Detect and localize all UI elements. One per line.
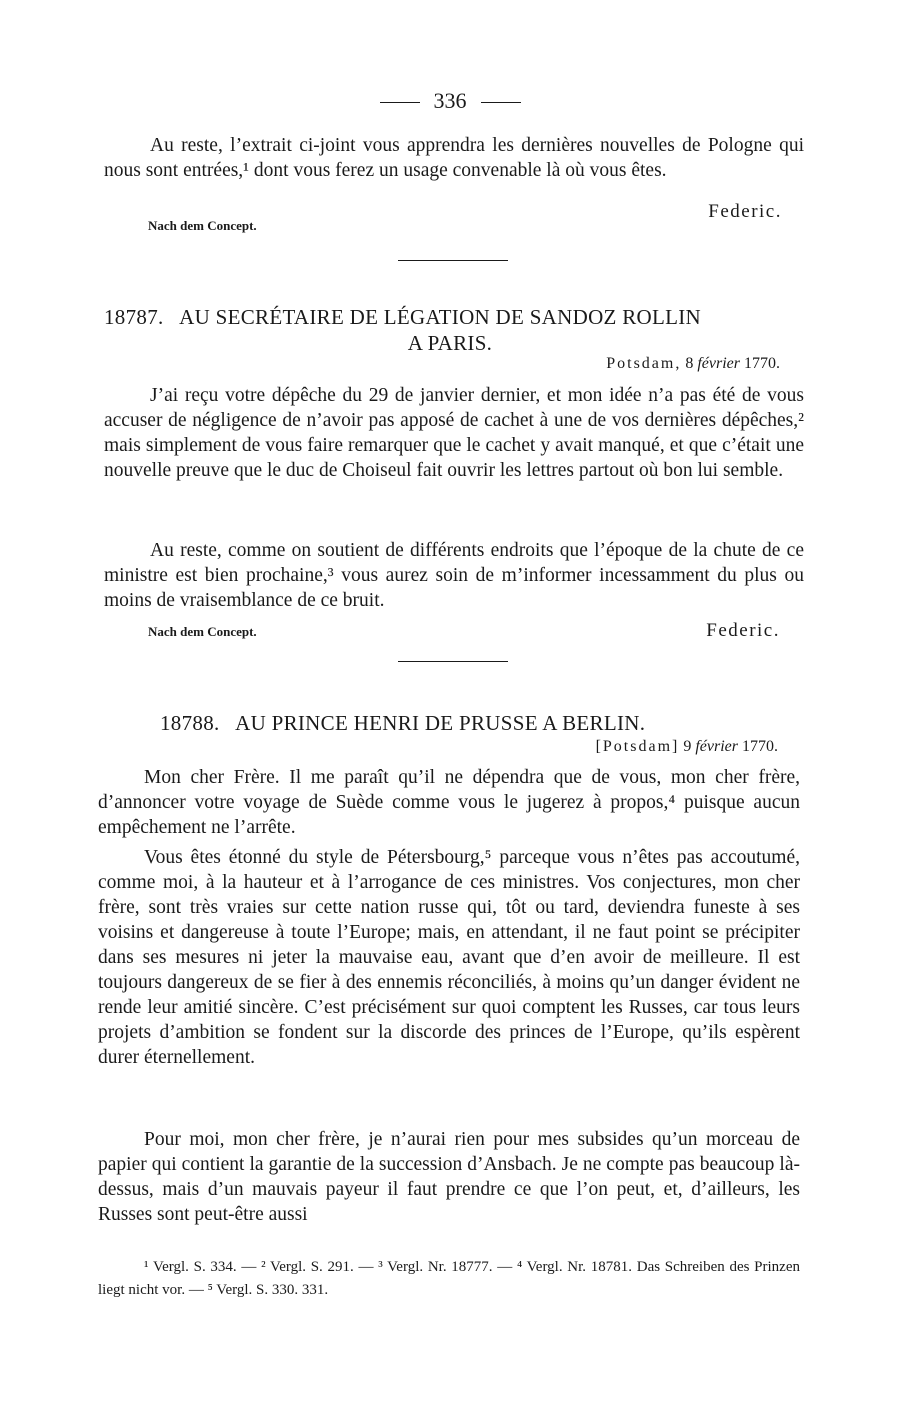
date-year: 1770. [742, 738, 778, 755]
letter-paragraph: Mon cher Frère. Il me paraît qu’il ne dépendra que de vous, mon cher frère, d’annoncer votre voyage de Suède comme vous le jugerez à propos,⁴ puisque aucun empêchement ne l’arrête. [98, 767, 800, 838]
letter-recipient: AU SECRÉTAIRE DE LÉGATION DE SANDOZ ROLLIN [179, 305, 701, 329]
page-number [0, 88, 900, 114]
letter-dateline-18788 [596, 738, 778, 756]
letter-heading-18787 [104, 304, 804, 330]
date-place: [Potsdam] [595, 738, 680, 755]
letter-paragraph: Vous êtes étonné du style de Pétersbourg,⁵ parceque vous n’êtes pas accoutumé, comme moi, à la hauteur et à l’arrogance de ces ministres. Vos conjectures, mon cher frère, sont très vraies sur cette nation russe qui, tôt ou tard, deviendra funeste à ses voisins et dangereuse à toute l’Europe; mais, en attendant, il ne faut point se précipiter dans ses mesures ni jeter la mauvaise eau, avant que d’en avoir de meilleure. Il est toujours dangereux de se fier à des ennemis réconciliés, à moins qu’un danger évident ne rende leur amitié sincère. C’est précisément sur quoi comptent les Russes, car tous leurs projets d’ambition se fondent sur la discorde des princes de l’Europe, qu’ils espèrent durer éternellement. [98, 847, 800, 1068]
top-paragraph: Au reste, l’extrait ci-joint vous apprendra les dernières nouvelles de Pologne qui nous sont entrées,¹ dont vous ferez un usage convenable là où vous êtes. [104, 135, 804, 181]
date-year: 1770. [744, 355, 780, 372]
date-place: Potsdam, [606, 355, 682, 372]
letter-number: 18788. [160, 711, 220, 735]
page-number-dash-left [380, 102, 420, 103]
letter-signature: Federic. [706, 620, 780, 641]
section-divider [398, 260, 508, 261]
source-note: Nach dem Concept. [148, 624, 257, 639]
letter-recipient: AU PRINCE HENRI DE PRUSSE A BERLIN. [235, 711, 646, 735]
date-day: 8 [685, 355, 694, 372]
date-month: février [695, 738, 738, 755]
date-month: février [697, 355, 740, 372]
page-number-dash-right [481, 102, 521, 103]
letter-paragraph: Au reste, comme on soutient de différents endroits que l’époque de la chute de ce ministre est bien prochaine,³ vous aurez soin de m’informer incessamment du plus ou moins de vraisemblance de ce bruit. [104, 540, 804, 611]
top-source-note: Nach dem Concept. [148, 218, 257, 233]
letter-paragraph: Pour moi, mon cher frère, je n’aurai rien pour mes subsides qu’un morceau de papier qui contient la garantie de la succession d’Ansbach. Je ne compte pas beaucoup là-dessus, mais d’un mauvais payeur il faut prendre ce que l’on peut, et, d’ailleurs, les Russes sont peut-être aussi [98, 1129, 800, 1225]
footnotes [98, 1256, 800, 1302]
top-signature: Federic. [708, 201, 782, 222]
letter-paragraph: J’ai reçu votre dépêche du 29 de janvier dernier, et mon idée n’a pas été de vous accuser de négligence de n’avoir pas apposé de cachet à une de vos dernières dépêches,² mais simplement de vous faire remarquer que le cachet y avait manqué, et que c’était une nouvelle preuve que le duc de Choiseul fait ouvrir les lettres partout où bon lui semble. [104, 385, 804, 481]
date-day: 9 [683, 738, 692, 755]
page-number-text: 336 [433, 88, 467, 113]
footnote-text: ¹ Vergl. S. 334. — ² Vergl. S. 291. — ³ Vergl. Nr. 18777. — ⁴ Vergl. Nr. 18781. Das Schreiben des Prinzen liegt nicht vor. — ⁵ Vergl. S. 330. 331. [98, 1259, 800, 1298]
letter-dateline-18787 [606, 355, 780, 373]
letter-recipient-place: A PARIS. [407, 331, 493, 355]
letter-number: 18787. [104, 305, 164, 329]
letter-heading-18788 [160, 710, 800, 736]
section-divider [398, 661, 508, 662]
